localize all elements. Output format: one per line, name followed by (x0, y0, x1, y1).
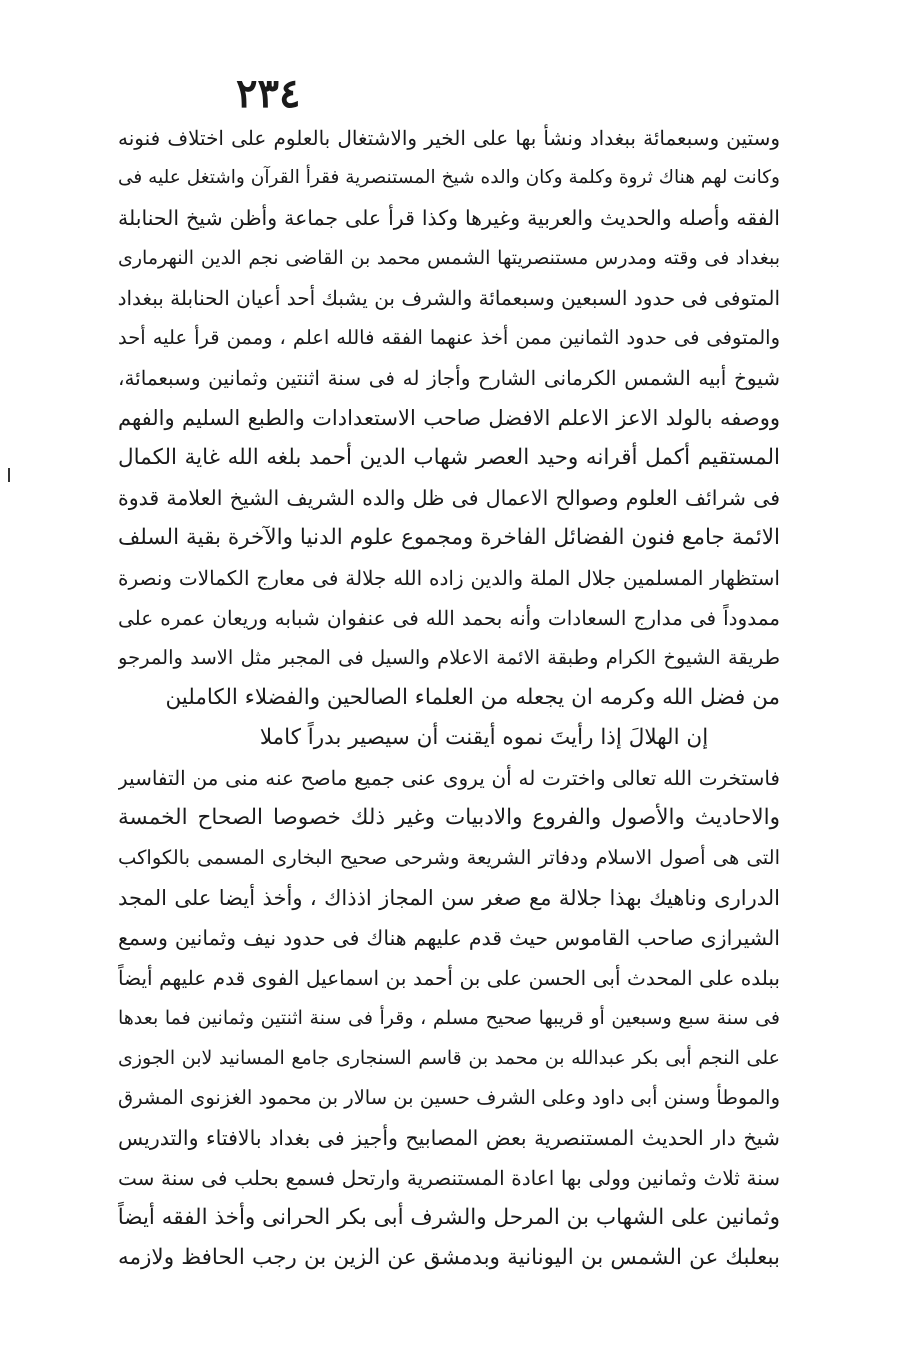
text-line: والموطأ وسنن أبى داود وعلى الشرف حسين بن سالار بن محمود الغزنوى المشرق (118, 1086, 780, 1109)
text-line: ببعلبك عن الشمس بن اليونانية وبدمشق عن الزين بن رجب الحافظ ولازمه (118, 1245, 780, 1270)
text-line: المتوفى فى حدود السبعين وسبعمائة والشرف بن يشبك أحد أعيان الحنابلة ببغداد (118, 286, 780, 310)
text-line: شيخ دار الحديث المستنصرية بعض المصابيح وأجيز فى بغداد بالافتاء والتدريس (118, 1126, 780, 1150)
text-line: ووصفه بالولد الاعز الاعلم الافضل صاحب الاستعدادات والطبع السليم والفهم (118, 406, 780, 430)
margin-mark (8, 468, 10, 482)
text-line: والاحاديث والأصول والفروع والادبيات وغير ذلك خصوصا الصحاح الخمسة (118, 805, 780, 830)
text-line: ببلده على المحدث أبى الحسن على بن أحمد بن اسماعيل الفوى قدم عليهم أيضاً (118, 966, 780, 990)
text-line: التى هى أصول الاسلام ودفاتر الشريعة وشرحى صحيح البخارى المسمى بالكواكب (118, 846, 780, 869)
text-line: الائمة جامع فنون الفضائل الفاخرة ومجموع علوم الدنيا والآخرة بقية السلف (118, 525, 780, 550)
text-line: ببغداد فى وقته ومدرس مستنصريتها الشمس محمد بن القاضى نجم الدين النهرمارى (118, 247, 780, 269)
text-line: فى سنة سبع وسبعين أو قريبها صحيح مسلم ، وقرأ فى سنة اثنتين وثمانين فما بعدها (118, 1007, 780, 1029)
text-line: والمتوفى فى حدود الثمانين ممن أخذ عنهما الفقه فالله اعلم ، وممن قرأ عليه أحد (118, 326, 780, 349)
text-line: سنة ثلاث وثمانين وولى بها اعادة المستنصرية وارتحل فسمع بحلب فى سنة ست (118, 1166, 780, 1190)
text-line: الفقه وأصله والحديث والعربية وغيرها وكذا قرأ على جماعة وأظن شيخ الحنابلة (118, 206, 780, 230)
text-line: وكانت لهم هناك ثروة وكلمة وكان والده شيخ المستنصرية فقرأ القرآن واشتغل عليه فى (118, 167, 780, 188)
text-line: الدرارى وناهيك بهذا جلالة مع صغر سن المجاز اذذاك ، وأخذ أيضا على المجد (118, 886, 780, 910)
text-line: الشيرازى صاحب القاموس حيث قدم عليهم هناك فى حدود نيف وثمانين وسمع (118, 926, 780, 950)
text-line: استظهار المسلمين جلال الملة والدين زاده الله جلالة فى معارج الكمالات ونصرة (118, 566, 780, 590)
text-line: المستقيم أكمل أقرانه وحيد العصر شهاب الدين أحمد بلغه الله غاية الكمال (118, 445, 780, 470)
text-line: فى شرائف العلوم وصوالح الاعمال فى ظل والده الشريف الشيخ العلامة قدوة (118, 486, 780, 510)
text-line: طريقة الشيوخ الكرام وطبقة الائمة الاعلام والسيل فى المجبر مثل الاسد والمرجو (118, 646, 780, 669)
page-number: ٢٣٤ (236, 70, 301, 117)
verse-line: إن الهلالَ إذا رأيتَ نموه أيقنت أن سيصير بدراً كاملا (259, 725, 709, 750)
text-line: ممدوداً فى مدارج السعادات وأنه بحمد الله فى عنفوان شبابه وريعان عمره على (118, 606, 780, 630)
text-line: وثمانين على الشهاب بن المرحل والشرف أبى بكر الحرانى وأخذ الفقه أيضاً (118, 1205, 780, 1230)
text-line: فاستخرت الله تعالى واخترت له أن يروى عنى جميع ماصح عنه منى من التفاسير (118, 766, 780, 790)
body-text (118, 118, 780, 1278)
text-line: على النجم أبى بكر عبدالله بن محمد بن قاسم السنجارى جامع المسانيد لابن الجوزى (118, 1047, 780, 1069)
text-line: من فضل الله وكرمه ان يجعله من العلماء الصالحين والفضلاء الكاملين (165, 685, 780, 710)
text-line: وستين وسبعمائة ببغداد ونشأ بها على الخير والاشتغال بالعلوم على اختلاف فنونه (118, 126, 780, 150)
text-line: شيوخ أبيه الشمس الكرمانى الشارح وأجاز له فى سنة اثنتين وثمانين وسبعمائة، (118, 366, 780, 390)
